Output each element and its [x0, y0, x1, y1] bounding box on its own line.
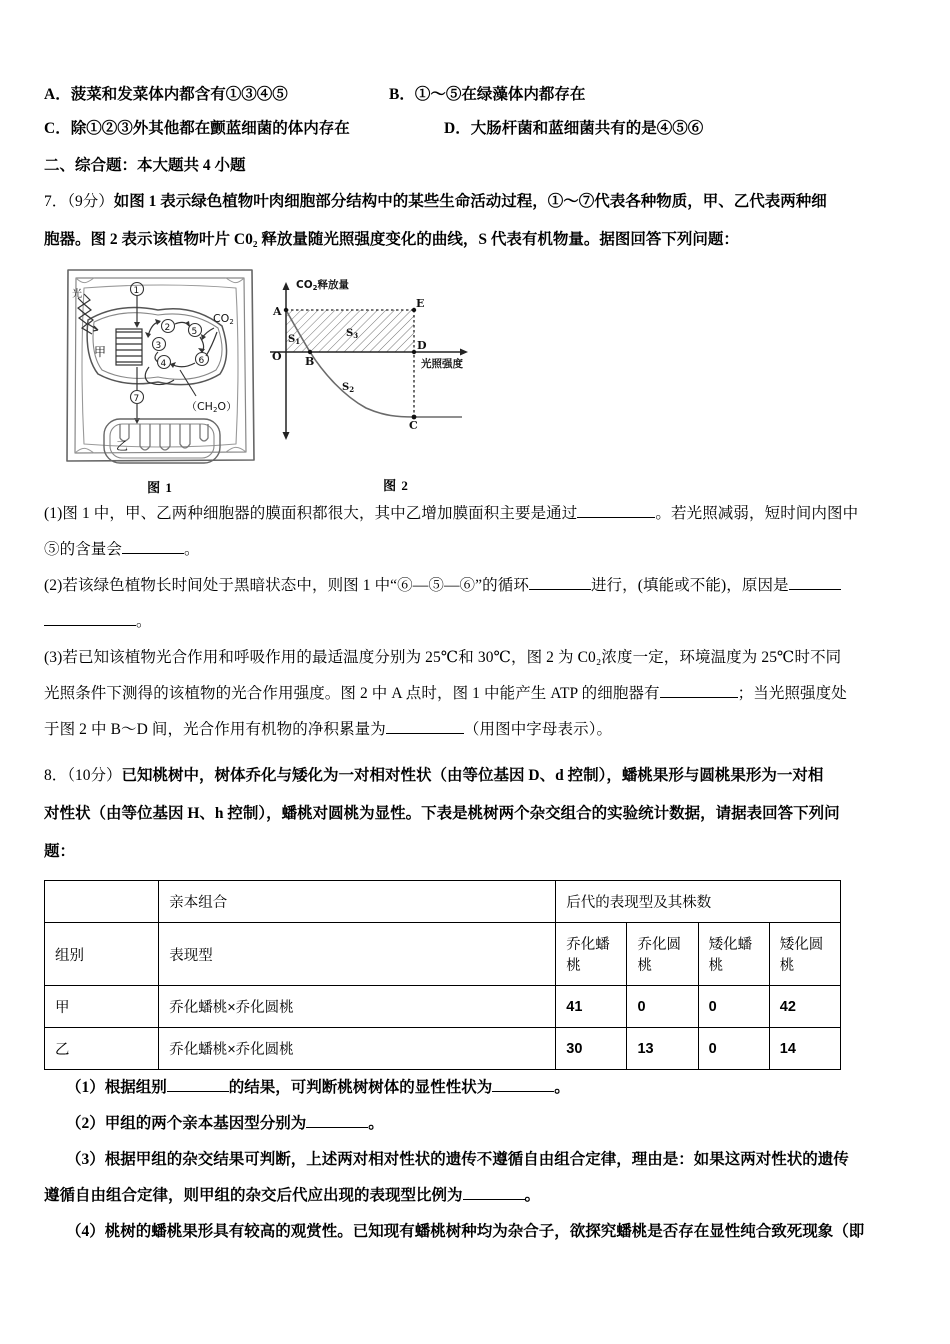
table-header-group: 组别 [45, 923, 159, 986]
q7-p1-text-a: (1)图 1 中，甲、乙两种细胞器的膜面积都很大，其中乙增加膜面积主要是通过 [44, 505, 578, 522]
choice-option-c[interactable]: C．除①②③外其他都在颤蓝细菌的体内存在 [44, 120, 350, 137]
table-header-tall-flat: 乔化蟠桃 [556, 923, 627, 986]
table-row-2-value-2: 13 [627, 1028, 698, 1070]
q8-s4-text-a: （4）桃树的蟠桃果形具有较高的观赏性。已知现有蟠桃树种均为杂合子，欲探究蟠桃是否存在显性纯合致死现象（即 [66, 1223, 865, 1240]
table-header-parent-combo: 亲本组合 [159, 881, 556, 923]
q7-p2-text-a: (2)若该绿色植物长时间处于黑暗状态中，则图 1 中“⑥—⑤—⑥”的循环 [44, 577, 529, 594]
q8-s2-text-a: （2）甲组的两个亲本基因型分别为 [66, 1115, 307, 1132]
choice-option-a[interactable]: A．菠菜和发菜体内都含有①③④⑤ [44, 86, 288, 103]
question-8-stem-line3: 题： [44, 843, 76, 860]
cross-data-table [44, 880, 841, 1070]
table-corner-cell [45, 881, 159, 923]
substance-4-label: 4 [160, 359, 167, 369]
q7-p3-text-d: 于图 2 中 B～D 间，光合作用有机物的净积累量为 [44, 721, 386, 738]
table-header-offspring: 后代的表现型及其株数 [556, 881, 841, 923]
table-header-row-top [45, 881, 841, 923]
table-header-phenotype: 表现型 [159, 923, 556, 986]
q7-p3-blank-1[interactable] [660, 697, 738, 698]
table-row-2-value-4: 14 [769, 1028, 840, 1070]
question-8-part-2 [44, 1106, 916, 1142]
area-s2-label: $S_2$ [342, 382, 355, 394]
figure-2-svg [256, 270, 516, 470]
q7-p1-text-b: 。若光照减弱，短时间内图中 [655, 505, 859, 522]
substance-6-label: 6 [198, 356, 205, 366]
question-7-part-3-line2 [44, 676, 916, 712]
question-7-part-1-cont [44, 532, 916, 568]
question-7-part-2 [44, 568, 916, 604]
table-row-1-value-1: 41 [556, 986, 627, 1028]
q7-p2-text-c: 。 [136, 613, 152, 630]
point-b-label: B [305, 355, 315, 368]
co2-label: CO2 [213, 312, 234, 326]
figure-2-xlabel: 光照强度 [421, 358, 463, 370]
point-c-label: C [409, 419, 418, 432]
q7-p2-blank-2[interactable] [789, 589, 841, 590]
substance-5-label: 5 [191, 327, 198, 337]
question-7-part-3 [44, 640, 916, 676]
question-7-part-1 [44, 496, 916, 532]
table-row-2-value-1: 30 [556, 1028, 627, 1070]
table-header-dwarf-round: 矮化圆桃 [769, 923, 840, 986]
substance-2-label: 2 [164, 323, 171, 333]
figure-2-caption: 图 2 [383, 478, 409, 493]
question-7-score: （9分） [67, 193, 114, 210]
question-8-score: （10分） [67, 767, 122, 784]
figure-2-ylabel: CO2释放量 [296, 279, 350, 292]
substance-3-label: 3 [155, 341, 162, 351]
figure-2 [256, 270, 516, 496]
q7-p2-blank-3[interactable] [44, 625, 136, 626]
table-row-1-phenotype: 乔化蟠桃×乔化圆桃 [159, 986, 556, 1028]
table-header-row-sub [45, 923, 841, 986]
table-row [45, 1028, 841, 1070]
choice-option-d[interactable]: D．大肠杆菌和蓝细菌共有的是④⑤⑥ [444, 120, 704, 137]
q7-p2-blank-1[interactable] [529, 589, 591, 590]
question-8-part-3 [44, 1142, 916, 1178]
question-7-stem-line1: 如图 1 表示绿色植物叶肉细胞部分结构中的某些生命活动过程，①～⑦代表各种物质，甲、乙代表两种细 [113, 193, 827, 210]
question-8-part-4 [44, 1214, 916, 1250]
point-b-marker [308, 350, 312, 354]
question-8-stem [44, 758, 916, 794]
figure-1-svg [54, 264, 266, 472]
table-row-2-group: 乙 [45, 1028, 159, 1070]
q8-s2-blank-1[interactable] [306, 1127, 368, 1128]
q7-p1-blank-1[interactable] [577, 517, 655, 518]
q7-p3-text-a: (3)若已知该植物光合作用和呼吸作用的最适温度分别为 25℃和 30℃，图 2 为 C0₂浓度一定，环境温度为 25℃时不同 [44, 649, 842, 666]
section-heading: 二、综合题：本大题共 4 小题 [44, 157, 246, 174]
table-row-2-value-3: 0 [698, 1028, 769, 1070]
carbohydrate-label: （CH2O） [186, 400, 238, 414]
table-row-2-phenotype: 乔化蟠桃×乔化圆桃 [159, 1028, 556, 1070]
figure-1-caption: 图 1 [147, 480, 173, 495]
q7-p3-text-b: 光照条件下测得的该植物的光合作用强度。图 2 中 A 点时，图 1 中能产生 ATP 的细胞器有 [44, 685, 660, 702]
question-8-part-3-cont [44, 1178, 916, 1214]
substance-7-label: 7 [133, 394, 140, 404]
point-a-marker [284, 308, 288, 312]
point-a-label: A [273, 305, 282, 318]
page-content [44, 78, 916, 1250]
question-7-number: 7． [44, 193, 68, 210]
table-row-1-group: 甲 [45, 986, 159, 1028]
q7-p1-blank-2[interactable] [122, 553, 184, 554]
question-8-stem-line1: 已知桃树中，树体乔化与矮化为一对相对性状（由等位基因 D、d 控制），蟠桃果形与圆桃果形为一对相 [121, 767, 824, 784]
question-8-stem-line2: 对性状（由等位基因 H、h 控制），蟠桃对圆桃为显性。下表是桃树两个杂交组合的实验统计数据，请据表回答下列问 [44, 805, 840, 822]
question-7-part-2-cont [44, 604, 916, 640]
q8-s3-text-b: 遵循自由组合定律，则甲组的杂交后代应出现的表现型比例为 [44, 1187, 463, 1204]
q8-s3-text-c: 。 [524, 1187, 541, 1204]
q8-s3-text-a: （3）根据甲组的杂交结果可判断，上述两对相对性状的遗传不遵循自由组合定律，理由是：如果这两对性状的遗传 [66, 1151, 849, 1168]
point-d-marker [412, 350, 416, 354]
figures-container [44, 264, 916, 496]
question-8-stem-line3-wrap [44, 834, 916, 870]
table-row-1-value-2: 0 [627, 986, 698, 1028]
question-7-stem [44, 184, 916, 220]
light-label: 光 [72, 289, 82, 300]
question-8-stem-line2-wrap [44, 796, 916, 832]
table-row-1-value-4: 42 [769, 986, 840, 1028]
q7-p3-blank-2[interactable] [386, 733, 464, 734]
mitochondrion-label: 乙 [116, 439, 129, 453]
table-header-dwarf-flat: 矮化蟠桃 [698, 923, 769, 986]
point-d-label: D [417, 339, 427, 352]
substance-1-label: 1 [133, 286, 140, 296]
question-7-stem-line2: 胞器。图 2 表示该植物叶片 C0₂ 释放量随光照强度变化的曲线，S 代表有机物量。据图回答下列问题： [44, 231, 739, 248]
q8-s2-text-b: 。 [368, 1115, 384, 1132]
q8-s1-blank-1[interactable] [167, 1091, 229, 1092]
q7-p3-text-e: （用图中字母表示）。 [463, 721, 613, 738]
choice-row-cd [44, 112, 916, 146]
choice-row-ab [44, 78, 916, 112]
table-row [45, 986, 841, 1028]
q8-s1-blank-2[interactable] [492, 1091, 554, 1092]
area-s3-label: $S_3$ [346, 328, 359, 340]
question-8-part-1 [44, 1070, 916, 1106]
choice-option-b[interactable]: B．①～⑤在绿藻体内都存在 [389, 86, 586, 103]
figure-1 [54, 264, 266, 496]
table-row-1-value-3: 0 [698, 986, 769, 1028]
q7-p1-text-c: ⑤的含量会 [44, 541, 123, 558]
q7-p1-text-d: 。 [184, 541, 200, 558]
q8-s1-text-c: 。 [554, 1079, 570, 1096]
question-7-part-3-line3 [44, 712, 916, 748]
question-7-stem-line2-wrap [44, 222, 916, 258]
area-s1-label: $S_1$ [288, 334, 301, 346]
q8-s3-blank-1[interactable] [463, 1199, 525, 1200]
point-e-label: E [416, 297, 425, 310]
table-header-tall-round: 乔化圆桃 [627, 923, 698, 986]
origin-label: O [272, 350, 282, 363]
question-8-number: 8． [44, 767, 68, 784]
q7-p3-text-c: ；当光照强度处 [737, 685, 847, 702]
q8-s1-text-b: 的结果，可判断桃树树体的显性性状为 [228, 1079, 493, 1096]
q7-p2-text-b: 进行，(填能或不能)，原因是 [590, 577, 789, 594]
chloroplast-label: 甲 [94, 345, 107, 359]
q8-s1-text-a: （1）根据组别 [66, 1079, 167, 1096]
